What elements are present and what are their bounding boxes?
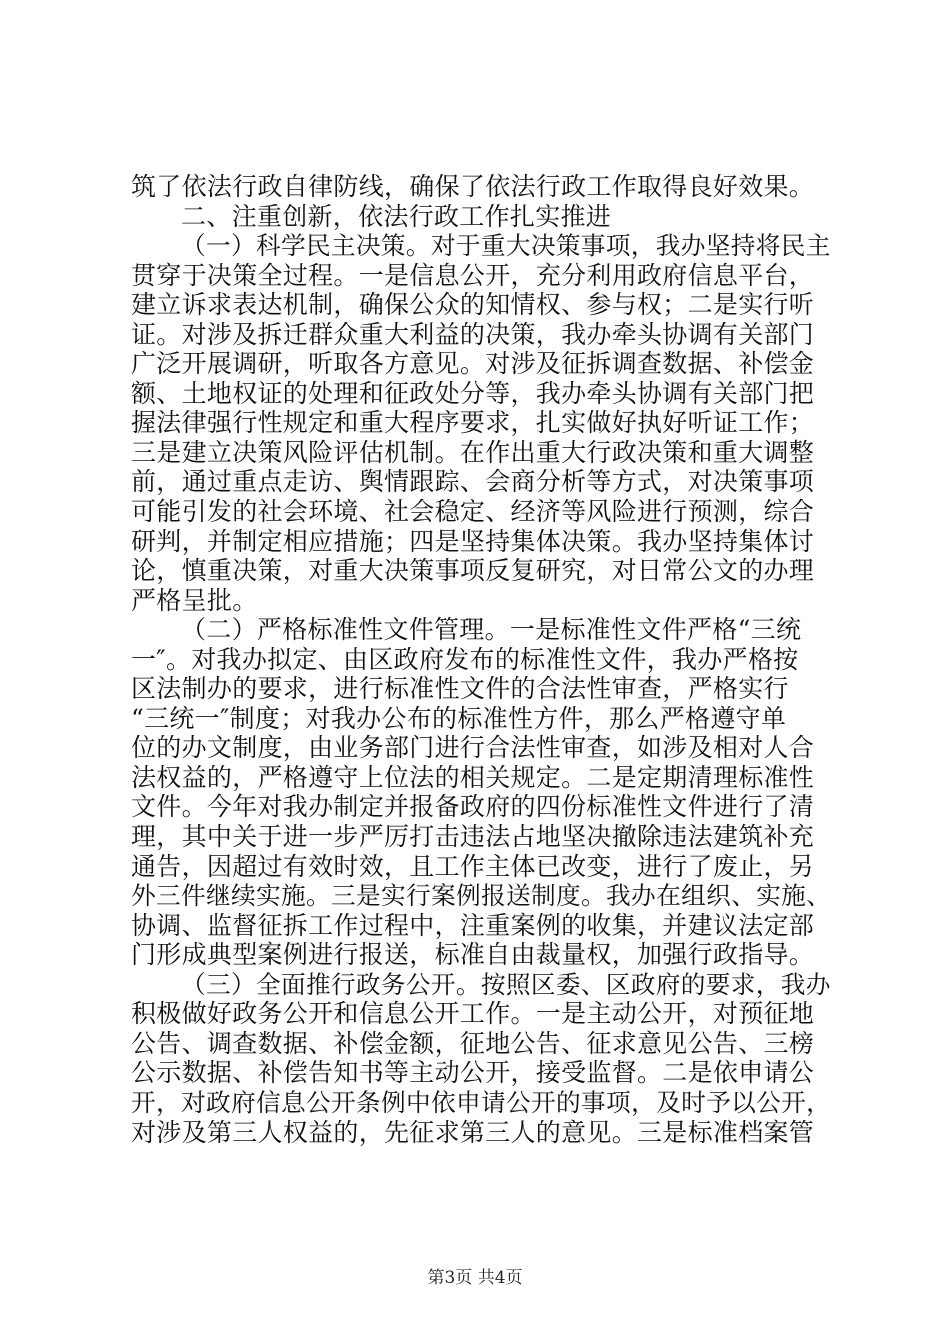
text-line: 三是建立决策风险评估机制。在作出重大行政决策和重大调整	[131, 437, 815, 467]
text-line: 证。对涉及拆迁群众重大利益的决策，我办牵头协调有关部门	[131, 319, 815, 349]
text-line: 公示数据、补偿告知书等主动公开，接受监督。二是依申请公	[131, 1058, 815, 1088]
text-line: 握法律强行性规定和重大程序要求，扎实做好执好听证工作；	[131, 408, 815, 438]
text-line: 对涉及第三人权益的，先征求第三人的意见。三是标准档案管	[131, 1117, 815, 1147]
text-line: 前，通过重点走访、舆情跟踪、会商分析等方式，对决策事项	[131, 467, 815, 497]
text-line: 广泛开展调研，听取各方意见。对涉及征拆调查数据、补偿金	[131, 349, 815, 379]
text-line: 一″。对我办拟定、由区政府发布的标准性文件，我办严格按	[131, 644, 799, 674]
text-line: 文件。今年对我办制定并报备政府的四份标准性文件进行了清	[131, 792, 815, 822]
text-line: 筑了依法行政自律防线，确保了依法行政工作取得良好效果。	[131, 172, 815, 201]
text-line: 积极做好政务公开和信息公开工作。一是主动公开，对预征地	[131, 999, 815, 1029]
text-line: 建立诉求表达机制，确保公众的知情权、参与权；二是实行听	[131, 290, 815, 320]
text-line: 可能引发的社会环境、社会稳定、经济等风险进行预测，综合	[131, 497, 815, 527]
text-line: （一）科学民主决策。对于重大决策事项，我办坚持将民主	[181, 231, 831, 261]
text-line: “三统一″制度；对我办公布的标准性方件，那么严格遵守单	[131, 703, 787, 733]
text-line: 贯穿于决策全过程。一是信息公开，充分利用政府信息平台，	[131, 260, 815, 290]
text-line: 论，慎重决策，对重大决策事项反复研究，对日常公文的办理	[131, 556, 815, 586]
text-line: 理，其中关于进一步严厉打击违法占地坚决撤除违法建筑补充	[131, 822, 815, 852]
text-line: 公告、调查数据、补偿金额，征地公告、征求意见公告、三榜	[131, 1028, 815, 1058]
text-line: 开，对政府信息公开条例中依申请公开的事项，及时予以公开，	[131, 1087, 832, 1117]
text-line: 通告，因超过有效时效，且工作主体已改变，进行了废止，另	[131, 851, 815, 881]
text-line: 额、土地权证的处理和征政处分等，我办牵头协调有关部门把	[131, 378, 815, 408]
text-line: 外三件继续实施。三是实行案例报送制度。我办在组织、实施、	[131, 881, 832, 911]
text-line: （二）严格标准性文件管理。一是标准性文件严格“三统	[181, 615, 802, 645]
text-line: 门形成典型案例进行报送，标准自由裁量权，加强行政指导。	[131, 940, 815, 970]
text-line: 位的办文制度，由业务部门进行合法性审查，如涉及相对人合	[131, 733, 815, 763]
text-line: 研判，并制定相应措施；四是坚持集体决策。我办坚持集体讨	[131, 526, 815, 556]
text-line: 严格呈批。	[131, 585, 258, 615]
document-body	[131, 172, 831, 1147]
text-line: （三）全面推行政务公开。按照区委、区政府的要求，我办	[181, 969, 831, 999]
page-number-footer: 第3页 共4页	[427, 1268, 523, 1288]
text-line: 区法制办的要求，进行标准性文件的合法性审查，严格实行	[131, 674, 789, 704]
text-line: 法权益的，严格遵守上位法的相关规定。二是定期清理标准性	[131, 762, 815, 792]
text-line: 协调、监督征拆工作过程中，注重案例的收集，并建议法定部	[131, 910, 815, 940]
text-line: 二、注重创新，依法行政工作扎实推进	[181, 201, 612, 231]
